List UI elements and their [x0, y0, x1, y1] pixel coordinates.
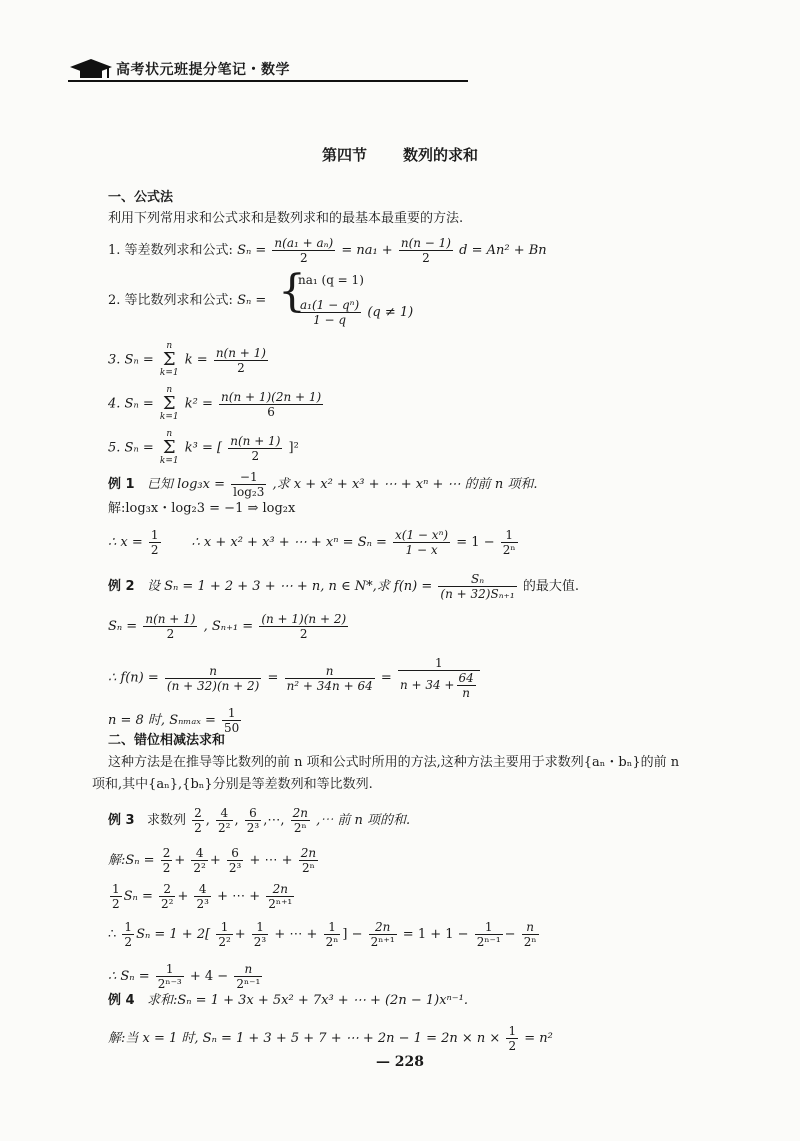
heading-formula-method: 一、公式法 — [108, 190, 174, 205]
example-1-problem: 例 1 已知 log₃x = $\frac{-1}{\text{log₂3}}$ ,求 x + x² + x³ + ⋯ + xⁿ + ⋯ 的前 n 项和. — [108, 470, 538, 499]
example-3-problem: 例 3 求数列 $\frac{2}{2}$ , $\frac{4}{\text{2²}}$ , $\frac{6}{\text{2³}}$ ,⋯, $\frac{2n}{\text{2ⁿ}}$ ,⋯ 前 n 项的和. — [108, 806, 411, 835]
header-rule — [68, 80, 468, 82]
header-title: 高考状元班提分笔记・数学 — [116, 62, 290, 78]
example-3-solution-line-2: $\frac{1}{2}$ Sₙ = $\frac{2}{\text{2²}}$ + $\frac{4}{\text{2³}}$ + ⋯ + $\frac{2n}{\text{2ⁿ⁺¹}}$ — [112, 882, 293, 911]
intro-paragraph: 利用下列常用求和公式求和是数列求和的最基本最重要的方法. — [108, 211, 464, 226]
section-name: 数列的求和 — [403, 146, 479, 164]
example-4-solution: 解:当 x = 1 时, Sₙ = 1 + 3 + 5 + 7 + ⋯ + 2n − 1 = 2n × n × $\frac{1}{2}$ = n² — [108, 1024, 553, 1053]
example-2-solution-line-1: Sₙ = $\frac{n(n + 1)}{2}$ , Sₙ₊₁ = $\frac{(n + 1)(n + 2)}{2}$ — [108, 612, 347, 641]
geometric-case-q-equals-1: na₁ (q = 1) — [298, 273, 364, 287]
formula-sum-k: 3. Sₙ = n Σ k=1 k = $\frac{n(n + 1)}{2}$ — [108, 341, 266, 378]
method-paragraph-line-1: 这种方法是在推导等比数列的前 n 项和公式时所用的方法,这种方法主要用于求数列{aₙ・bₙ}的前 n — [108, 755, 680, 770]
graduation-cap-icon — [68, 58, 114, 80]
formula-sum-k-squared: 4. Sₙ = n Σ k=1 k² = $\frac{n(n + 1)(2n + 1)}{6}$ — [108, 385, 322, 422]
formula-sum-k-cubed: 5. Sₙ = n Σ k=1 k³ = [ $\frac{n(n + 1)}{2}$ ]² — [108, 429, 299, 466]
example-3-solution-line-1: 解:Sₙ = $\frac{2}{2}$ + $\frac{4}{\text{2²}}$ + $\frac{6}{\text{2³}}$ + ⋯ + $\frac{2n}{\text{2ⁿ}}$ — [108, 846, 317, 875]
example-3-solution-line-3: ∴ $\frac{1}{2}$ Sₙ = 1 + 2[ $\frac{1}{\text{2²}}$ + $\frac{1}{\text{2³}}$ + ⋯ + $\frac{1}{\text{2ⁿ}}$ ] − $\frac{2n}{\text{2ⁿ⁺¹}}$ = 1 + 1 − $\frac{1}{\text{2ⁿ⁻¹}}$ − $\frac{n}{\text{2ⁿ}}$ — [108, 920, 537, 949]
formula-geometric-sum: 2. 等比数列求和公式: Sₙ = — [108, 293, 267, 308]
example-2-solution-line-3: n = 8 时, Sₙₘₐₓ = $\frac{1}{50}$ — [108, 706, 240, 735]
example-3-solution-line-4: ∴ Sₙ = $\frac{1}{\text{2ⁿ⁻³}}$ + 4 − $\frac{n}{\text{2ⁿ⁻¹}}$ — [108, 962, 261, 991]
example-1-solution-line-1: 解:log₃x・log₂3 = −1 ⇒ log₂x — [108, 501, 296, 516]
example-4-problem: 例 4 求和:Sₙ = 1 + 3x + 5x² + 7x³ + ⋯ + (2n − 1)xⁿ⁻¹. — [108, 993, 469, 1008]
formula-arithmetic-sum: 1. 等差数列求和公式: Sₙ = $\frac{\text{n(a₁ + aₙ)}}{2}$ = na₁ + $\frac{n(n - 1)}{2}$ d = An² + Bn — [108, 236, 547, 265]
example-1-solution-line-2: ∴ x = $\frac{1}{2}$ ∴ x + x² + x³ + ⋯ + xⁿ = Sₙ = $\frac{\text{x(1 − xⁿ)}}{1 - x}$ = 1 − $\frac{1}{\text{2ⁿ}}$ — [108, 528, 516, 557]
heading-shift-subtract-method: 二、错位相减法求和 — [108, 733, 226, 748]
piecewise-brace: { — [278, 266, 306, 317]
section-title — [0, 144, 800, 165]
page-number: — 228 — [375, 1054, 425, 1070]
geometric-case-q-not-1: $\frac{\text{a₁(1 − qⁿ)}}{1 - q}$ (q ≠ 1) — [300, 298, 414, 327]
section-number: 第四节 — [321, 146, 367, 164]
example-2-problem: 例 2 设 Sₙ = 1 + 2 + 3 + ⋯ + n, n ∈ N*,求 f(n) = $\frac{\text{Sₙ}}{\text{(n + 32)Sₙ₊₁}}$ 的最大值. — [108, 572, 579, 601]
example-2-solution-line-2: ∴ f(n) = $\frac{n}{(n + 32)(n + 2)}$ = $\frac{n}{\text{n² + 34n + 64}}$ = 1 n + 34 + $\frac{64}{n}$ — [108, 656, 482, 700]
running-header — [68, 56, 488, 82]
method-paragraph-line-2: 项和,其中{aₙ},{bₙ}分别是等差数列和等比数列. — [92, 777, 373, 792]
